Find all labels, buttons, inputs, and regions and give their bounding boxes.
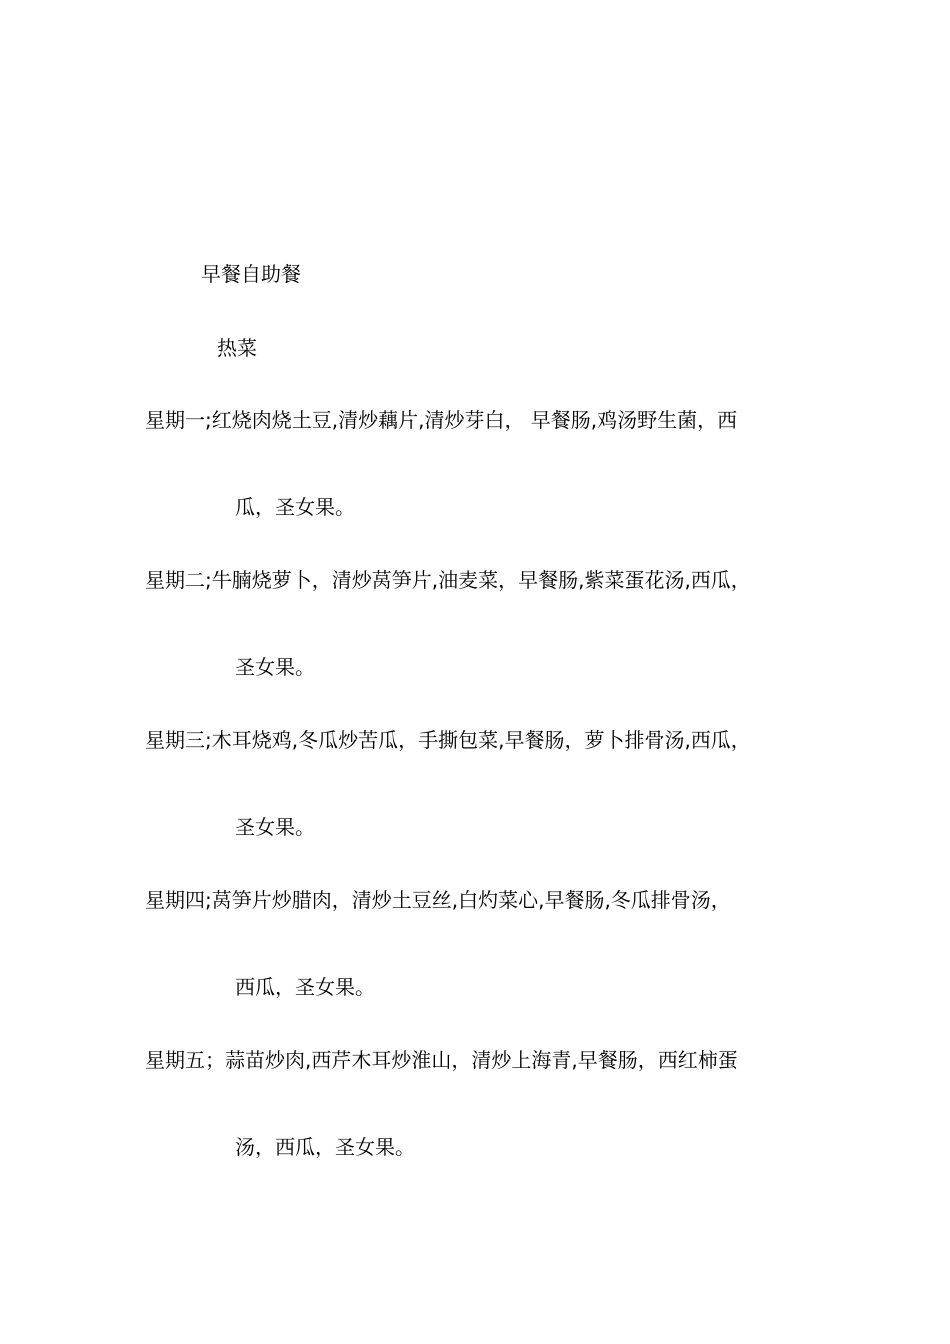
menu-tuesday-line-1: 星期二;牛腩烧萝卜，清炒莴笋片,油麦菜，早餐肠,紫菜蛋花汤,西瓜， [145,568,751,592]
menu-wednesday-line-1: 星期三;木耳烧鸡,冬瓜炒苦瓜，手撕包菜,早餐肠，萝卜排骨汤,西瓜， [145,728,751,752]
menu-friday-line-1: 星期五；蒜苗炒肉,西芹木耳炒淮山，清炒上海青,早餐肠，西红柿蛋 [145,1048,738,1072]
menu-monday-line-1: 星期一;红烧肉烧土豆,清炒藕片,清炒芽白， 早餐肠,鸡汤野生菌，西 [145,408,738,432]
menu-thursday-line-2: 西瓜，圣女果。 [235,975,375,999]
menu-monday-line-2: 瓜，圣女果。 [235,495,355,519]
menu-tuesday-line-2: 圣女果。 [235,655,315,679]
menu-thursday-line-1: 星期四;莴笋片炒腊肉，清炒土豆丝,白灼菜心,早餐肠,冬瓜排骨汤， [145,888,731,912]
document-title: 早餐自助餐 [201,262,301,286]
section-heading-hot-dishes: 热菜 [217,336,257,360]
menu-wednesday-line-2: 圣女果。 [235,815,315,839]
menu-friday-line-2: 汤，西瓜，圣女果。 [235,1135,415,1159]
